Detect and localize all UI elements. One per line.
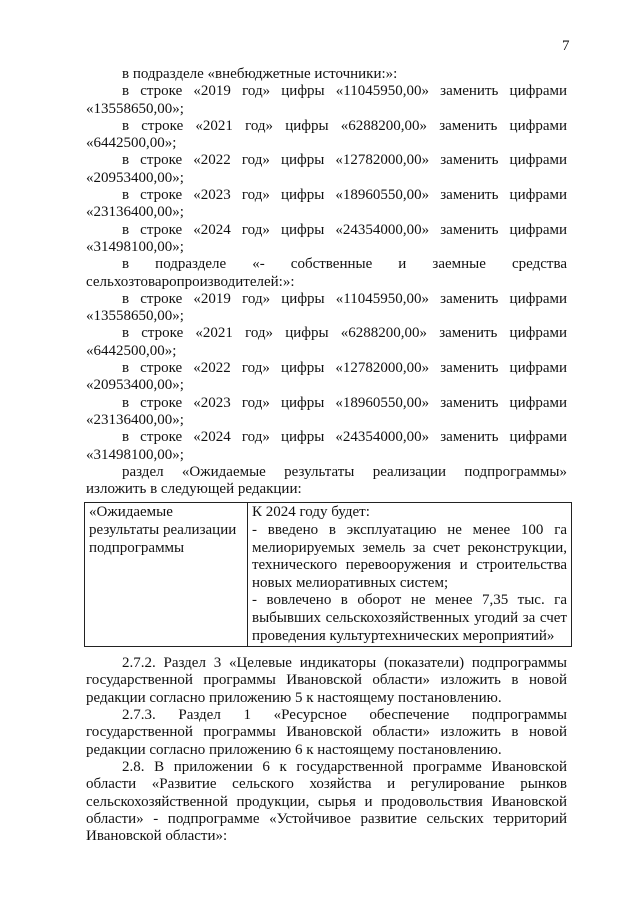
table-cell-label: «Ожидаемые результаты реализации подпрограммы	[85, 503, 248, 647]
table-cell-item: - вовлечено в оборот не менее 7,35 тыс. га выбывших сельскохозяйственных угодий за счет проведения культуртехнических мероприятий»	[252, 592, 567, 644]
amendment-line: в строке «2021 год» цифры «6288200,00» заменить цифрами «6442500,00»;	[86, 325, 567, 359]
amendment-line: в строке «2021 год» цифры «6288200,00» заменить цифрами «6442500,00»;	[86, 117, 567, 152]
amendment-line: в строке «2024 год» цифры «24354000,00» заменить цифрами «31498100,00»;	[86, 221, 567, 255]
table-row	[85, 503, 572, 647]
amendment-line: в строке «2019 год» цифры «11045950,00» заменить цифрами «13558650,00»;	[86, 290, 567, 325]
section-intro: раздел «Ожидаемые результаты реализации подпрограммы» изложить в следующей редакции:	[86, 463, 567, 498]
subsection-heading-offbudget: в подразделе «внебюджетные источники:»:	[122, 66, 398, 82]
amendment-line: в строке «2022 год» цифры «12782000,00» заменить цифрами «20953400,00»;	[86, 360, 567, 394]
amendment-line: в строке «2024 год» цифры «24354000,00» заменить цифрами «31498100,00»;	[86, 429, 567, 463]
amendment-line: в строке «2022 год» цифры «12782000,00» заменить цифрами «20953400,00»;	[86, 152, 567, 186]
table-cell-title: К 2024 году будет:	[252, 504, 370, 521]
expected-results-table	[84, 502, 572, 647]
amendment-line: в строке «2023 год» цифры «18960550,00» заменить цифрами «23136400,00»;	[86, 187, 567, 221]
table-cell-item: - введено в эксплуатацию не менее 100 га мелиорируемых земель за счет реконструкции, технического перевооружения и строительства новых мелиоративных систем;	[252, 522, 567, 591]
page-number: 7	[562, 38, 570, 54]
amendment-line: в строке «2023 год» цифры «18960550,00» заменить цифрами «23136400,00»;	[86, 394, 567, 428]
subsection-heading-own-funds: в подразделе «- собственные и заемные средства сельхозтоваропроизводителей:»:	[86, 256, 567, 290]
document-body	[86, 66, 567, 845]
paragraph-2-7-3: 2.7.3. Раздел 1 «Ресурсное обеспечение подпрограммы государственной программы Ивановской области» изложить в новой редакции согласно приложению 6 к настоящему постановлению.	[86, 707, 567, 758]
table-cell-content	[248, 503, 572, 647]
amendment-line: в строке «2019 год» цифры «11045950,00» заменить цифрами «13558650,00»;	[86, 83, 567, 117]
paragraph-2-8: 2.8. В приложении 6 к государственной программе Ивановской области «Развитие сельского хозяйства и регулирование рынков сельскохозяйственной продукции, сырья и продовольствия Ивановской области» - подпрограмме «Устойчивое развитие сельских территорий Ивановской области»:	[86, 758, 567, 845]
paragraph-2-7-2: 2.7.2. Раздел 3 «Целевые индикаторы (показатели) подпрограммы государственной программы Ивановской области» изложить в новой редакции согласно приложению 5 к настоящему постановлению.	[86, 655, 567, 706]
